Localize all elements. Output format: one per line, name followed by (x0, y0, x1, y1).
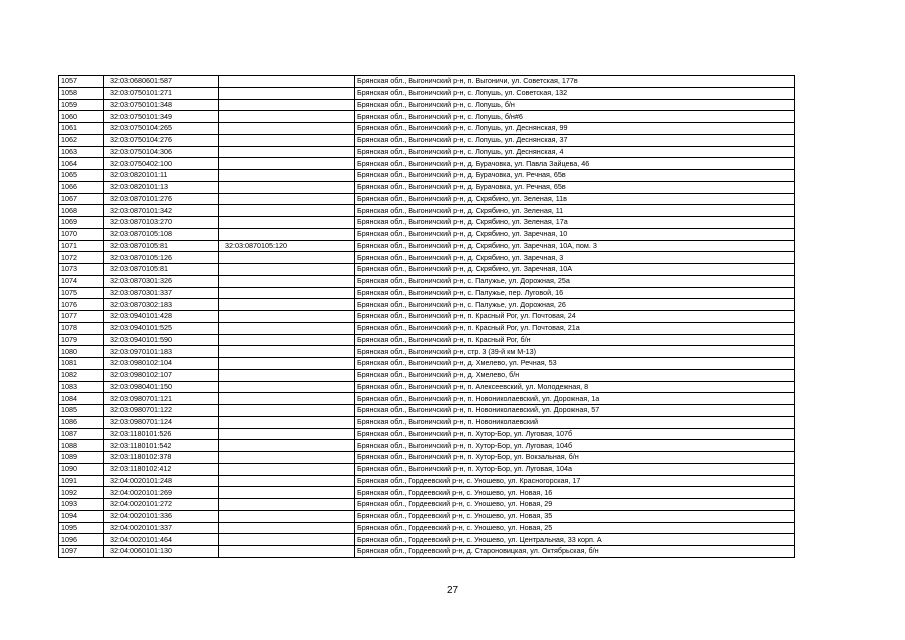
previous-number-cell (219, 346, 355, 358)
previous-number-cell (219, 381, 355, 393)
row-number-cell: 1066 (59, 181, 104, 193)
row-number-cell: 1067 (59, 193, 104, 205)
address-cell: Брянская обл., Гордеевский р-н, с. Уношево, ул. Новая, 25 (355, 522, 795, 534)
address-cell: Брянская обл., Гордеевский р-н, с. Уношево, ул. Центральная, 33 корп. А (355, 534, 795, 546)
address-cell: Брянская обл., Выгоничский р-н, п. Алексеевский, ул. Молодежная, 8 (355, 381, 795, 393)
previous-number-cell (219, 158, 355, 170)
address-cell: Брянская обл., Гордеевский р-н, д. Староновицкая, ул. Октябрьская, б/н (355, 546, 795, 558)
previous-number-cell (219, 499, 355, 511)
row-number-cell: 1073 (59, 264, 104, 276)
row-number-cell: 1095 (59, 522, 104, 534)
previous-number-cell (219, 193, 355, 205)
row-number-cell: 1088 (59, 440, 104, 452)
previous-number-cell (219, 228, 355, 240)
table-row (59, 440, 795, 452)
cadastral-number-cell: 32:03:0870302:183 (104, 299, 219, 311)
address-cell: Брянская обл., Выгоничский р-н, д. Скрябино, ул. Зеленая, 11в (355, 193, 795, 205)
address-cell: Брянская обл., Гордеевский р-н, с. Уношево, ул. Новая, 29 (355, 499, 795, 511)
row-number-cell: 1078 (59, 322, 104, 334)
previous-number-cell (219, 440, 355, 452)
cadastral-number-cell: 32:04:0060101:130 (104, 546, 219, 558)
row-number-cell: 1057 (59, 76, 104, 88)
cadastral-number-cell: 32:03:0870105:81 (104, 240, 219, 252)
cadastral-number-cell: 32:03:0980701:124 (104, 416, 219, 428)
address-cell: Брянская обл., Выгоничский р-н, д. Скрябино, ул. Заречная, 10 (355, 228, 795, 240)
cadastral-number-cell: 32:03:1180101:526 (104, 428, 219, 440)
address-cell: Брянская обл., Гордеевский р-н, с. Уношево, ул. Красногорская, 17 (355, 475, 795, 487)
address-cell: Брянская обл., Выгоничский р-н, д. Бурачовка, ул. Павла Зайцева, 46 (355, 158, 795, 170)
cadastral-number-cell: 32:03:0870101:342 (104, 205, 219, 217)
table-row (59, 534, 795, 546)
address-cell: Брянская обл., Выгоничский р-н, с. Палужье, ул. Дорожная, 26 (355, 299, 795, 311)
address-cell: Брянская обл., Выгоничский р-н, п. Новониколаевский, ул. Дорожная, 1а (355, 393, 795, 405)
cadastral-number-cell: 32:03:0870105:81 (104, 264, 219, 276)
address-cell: Брянская обл., Выгоничский р-н, с. Палужье, пер. Луговой, 16 (355, 287, 795, 299)
table-row (59, 381, 795, 393)
previous-number-cell (219, 275, 355, 287)
table-row (59, 487, 795, 499)
table-row (59, 369, 795, 381)
table-row (59, 193, 795, 205)
previous-number-cell (219, 475, 355, 487)
address-cell: Брянская обл., Выгоничский р-н, д. Скрябино, ул. Заречная, 3 (355, 252, 795, 264)
previous-number-cell (219, 405, 355, 417)
table-row (59, 264, 795, 276)
table-row (59, 240, 795, 252)
previous-number-cell (219, 76, 355, 88)
table-row (59, 205, 795, 217)
row-number-cell: 1093 (59, 499, 104, 511)
address-cell: Брянская обл., Выгоничский р-н, п. Хутор-Бор, ул. Луговая, 107б (355, 428, 795, 440)
row-number-cell: 1068 (59, 205, 104, 217)
table-row (59, 111, 795, 123)
cadastral-number-cell: 32:03:1180102:412 (104, 463, 219, 475)
table-row (59, 217, 795, 229)
address-cell: Брянская обл., Выгоничский р-н, п. Красный Рог, ул. Почтовая, 21а (355, 322, 795, 334)
cadastral-number-cell: 32:03:0940101:590 (104, 334, 219, 346)
row-number-cell: 1090 (59, 463, 104, 475)
previous-number-cell (219, 358, 355, 370)
address-cell: Брянская обл., Выгоничский р-н, п. Хутор-Бор, ул. Вокзальная, б/н (355, 452, 795, 464)
cadastral-number-cell: 32:03:0970101:183 (104, 346, 219, 358)
row-number-cell: 1063 (59, 146, 104, 158)
table-row (59, 522, 795, 534)
table-row (59, 158, 795, 170)
row-number-cell: 1087 (59, 428, 104, 440)
row-number-cell: 1072 (59, 252, 104, 264)
cadastral-number-cell: 32:03:0870301:326 (104, 275, 219, 287)
cadastral-number-cell: 32:03:0980701:121 (104, 393, 219, 405)
table-row (59, 346, 795, 358)
table-row (59, 393, 795, 405)
row-number-cell: 1059 (59, 99, 104, 111)
table-row (59, 416, 795, 428)
previous-number-cell (219, 205, 355, 217)
previous-number-cell (219, 334, 355, 346)
cadastral-number-cell: 32:03:0750101:348 (104, 99, 219, 111)
table-row (59, 252, 795, 264)
address-cell: Брянская обл., Выгоничский р-н, п. Хутор-Бор, ул. Луговая, 104б (355, 440, 795, 452)
row-number-cell: 1079 (59, 334, 104, 346)
table-row (59, 499, 795, 511)
table-row (59, 299, 795, 311)
table-row (59, 428, 795, 440)
previous-number-cell (219, 546, 355, 558)
row-number-cell: 1097 (59, 546, 104, 558)
cadastral-number-cell: 32:03:0870105:126 (104, 252, 219, 264)
previous-number-cell (219, 217, 355, 229)
cadastral-number-cell: 32:03:0980102:104 (104, 358, 219, 370)
address-cell: Брянская обл., Выгоничский р-н, д. Бурачовка, ул. Речная, 65в (355, 170, 795, 182)
previous-number-cell (219, 299, 355, 311)
address-cell: Брянская обл., Выгоничский р-н, п. Выгоничи, ул. Советская, 177в (355, 76, 795, 88)
cadastral-number-cell: 32:03:1180101:542 (104, 440, 219, 452)
previous-number-cell (219, 463, 355, 475)
cadastral-number-cell: 32:03:0750101:349 (104, 111, 219, 123)
cadastral-number-cell: 32:03:0980401:150 (104, 381, 219, 393)
address-cell: Брянская обл., Выгоничский р-н, с. Лопушь, ул. Деснянская, 37 (355, 134, 795, 146)
address-cell: Брянская обл., Гордеевский р-н, с. Уношево, ул. Новая, 35 (355, 510, 795, 522)
cadastral-number-cell: 32:04:0020101:272 (104, 499, 219, 511)
table-row (59, 287, 795, 299)
table-row (59, 510, 795, 522)
previous-number-cell (219, 393, 355, 405)
address-cell: Брянская обл., Выгоничский р-н, с. Лопушь, ул. Деснянская, 4 (355, 146, 795, 158)
table-row (59, 134, 795, 146)
table-row (59, 463, 795, 475)
row-number-cell: 1094 (59, 510, 104, 522)
previous-number-cell (219, 252, 355, 264)
row-number-cell: 1065 (59, 170, 104, 182)
table-row (59, 334, 795, 346)
address-cell: Брянская обл., Выгоничский р-н, п. Красный Рог, б/н (355, 334, 795, 346)
table-row (59, 181, 795, 193)
previous-number-cell (219, 87, 355, 99)
address-cell: Брянская обл., Выгоничский р-н, с. Лопушь, б/н#6 (355, 111, 795, 123)
row-number-cell: 1096 (59, 534, 104, 546)
address-cell: Брянская обл., Выгоничский р-н, п. Новониколаевский, ул. Дорожная, 57 (355, 405, 795, 417)
row-number-cell: 1076 (59, 299, 104, 311)
previous-number-cell (219, 170, 355, 182)
cadastral-number-cell: 32:03:0680601:587 (104, 76, 219, 88)
row-number-cell: 1074 (59, 275, 104, 287)
table-row (59, 452, 795, 464)
cadastral-number-cell: 32:03:0980701:122 (104, 405, 219, 417)
row-number-cell: 1077 (59, 311, 104, 323)
row-number-cell: 1075 (59, 287, 104, 299)
address-cell: Брянская обл., Выгоничский р-н, п. Новониколаевский (355, 416, 795, 428)
address-cell: Брянская обл., Выгоничский р-н, п. Красный Рог, ул. Почтовая, 24 (355, 311, 795, 323)
row-number-cell: 1083 (59, 381, 104, 393)
cadastral-number-cell: 32:03:0870105:108 (104, 228, 219, 240)
cadastral-number-cell: 32:04:0020101:337 (104, 522, 219, 534)
cadastral-number-cell: 32:03:0750104:276 (104, 134, 219, 146)
cadastral-number-cell: 32:03:0750402:100 (104, 158, 219, 170)
row-number-cell: 1069 (59, 217, 104, 229)
address-cell: Брянская обл., Выгоничский р-н, д. Скрябино, ул. Зеленая, 11 (355, 205, 795, 217)
previous-number-cell: 32:03:0870105:120 (219, 240, 355, 252)
table-body (59, 76, 795, 558)
address-cell: Брянская обл., Выгоничский р-н, д. Скрябино, ул. Заречная, 10А, пом. 3 (355, 240, 795, 252)
cadastral-number-cell: 32:04:0020101:336 (104, 510, 219, 522)
previous-number-cell (219, 123, 355, 135)
previous-number-cell (219, 510, 355, 522)
table-row (59, 228, 795, 240)
row-number-cell: 1060 (59, 111, 104, 123)
cadastral-number-cell: 32:04:0020101:269 (104, 487, 219, 499)
row-number-cell: 1064 (59, 158, 104, 170)
cadastral-number-cell: 32:03:0940101:428 (104, 311, 219, 323)
cadastral-number-cell: 32:03:0870103:270 (104, 217, 219, 229)
previous-number-cell (219, 134, 355, 146)
previous-number-cell (219, 99, 355, 111)
cadastral-number-cell: 32:03:0870101:276 (104, 193, 219, 205)
previous-number-cell (219, 534, 355, 546)
row-number-cell: 1092 (59, 487, 104, 499)
address-cell: Брянская обл., Выгоничский р-н, д. Хмелево, ул. Речная, 53 (355, 358, 795, 370)
cadastral-number-cell: 32:03:0820101:13 (104, 181, 219, 193)
table-row (59, 358, 795, 370)
cadastral-number-cell: 32:03:0870301:337 (104, 287, 219, 299)
row-number-cell: 1080 (59, 346, 104, 358)
table-row (59, 99, 795, 111)
cadastral-number-cell: 32:03:1180102:378 (104, 452, 219, 464)
table-row (59, 311, 795, 323)
previous-number-cell (219, 311, 355, 323)
row-number-cell: 1089 (59, 452, 104, 464)
previous-number-cell (219, 322, 355, 334)
page-number: 27 (446, 585, 459, 596)
cadastral-number-cell: 32:03:0750104:306 (104, 146, 219, 158)
previous-number-cell (219, 522, 355, 534)
row-number-cell: 1061 (59, 123, 104, 135)
table-row (59, 170, 795, 182)
table-row (59, 322, 795, 334)
previous-number-cell (219, 181, 355, 193)
table-row (59, 123, 795, 135)
table-row (59, 405, 795, 417)
cadastral-number-cell: 32:03:0750104:265 (104, 123, 219, 135)
row-number-cell: 1091 (59, 475, 104, 487)
address-cell: Брянская обл., Выгоничский р-н, стр. 3 (39-й км М-13) (355, 346, 795, 358)
row-number-cell: 1058 (59, 87, 104, 99)
row-number-cell: 1086 (59, 416, 104, 428)
address-cell: Брянская обл., Выгоничский р-н, с. Палужье, ул. Дорожная, 25а (355, 275, 795, 287)
row-number-cell: 1062 (59, 134, 104, 146)
address-cell: Брянская обл., Выгоничский р-н, с. Лопушь, ул. Деснянская, 99 (355, 123, 795, 135)
row-number-cell: 1070 (59, 228, 104, 240)
previous-number-cell (219, 428, 355, 440)
cadastral-number-cell: 32:03:0750101:271 (104, 87, 219, 99)
cadastral-table (58, 75, 795, 558)
cadastral-number-cell: 32:03:0820101:11 (104, 170, 219, 182)
address-cell: Брянская обл., Выгоничский р-н, д. Скрябино, ул. Заречная, 10А (355, 264, 795, 276)
row-number-cell: 1085 (59, 405, 104, 417)
cadastral-number-cell: 32:04:0020101:248 (104, 475, 219, 487)
previous-number-cell (219, 416, 355, 428)
previous-number-cell (219, 369, 355, 381)
address-cell: Брянская обл., Выгоничский р-н, д. Скрябино, ул. Зеленая, 17а (355, 217, 795, 229)
address-cell: Брянская обл., Выгоничский р-н, с. Лопушь, б/н (355, 99, 795, 111)
cadastral-number-cell: 32:04:0020101:464 (104, 534, 219, 546)
cadastral-number-cell: 32:03:0980102:107 (104, 369, 219, 381)
previous-number-cell (219, 146, 355, 158)
row-number-cell: 1082 (59, 369, 104, 381)
previous-number-cell (219, 264, 355, 276)
row-number-cell: 1071 (59, 240, 104, 252)
previous-number-cell (219, 111, 355, 123)
previous-number-cell (219, 287, 355, 299)
previous-number-cell (219, 487, 355, 499)
address-cell: Брянская обл., Выгоничский р-н, д. Хмелево, б/н (355, 369, 795, 381)
row-number-cell: 1084 (59, 393, 104, 405)
address-cell: Брянская обл., Выгоничский р-н, с. Лопушь, ул. Советская, 132 (355, 87, 795, 99)
table-row (59, 546, 795, 558)
address-cell: Брянская обл., Гордеевский р-н, с. Уношево, ул. Новая, 16 (355, 487, 795, 499)
row-number-cell: 1081 (59, 358, 104, 370)
previous-number-cell (219, 452, 355, 464)
table-row (59, 146, 795, 158)
table-row (59, 475, 795, 487)
table-row (59, 87, 795, 99)
address-cell: Брянская обл., Выгоничский р-н, д. Бурачовка, ул. Речная, 65в (355, 181, 795, 193)
address-cell: Брянская обл., Выгоничский р-н, п. Хутор-Бор, ул. Луговая, 104а (355, 463, 795, 475)
cadastral-number-cell: 32:03:0940101:525 (104, 322, 219, 334)
table-row (59, 76, 795, 88)
table-row (59, 275, 795, 287)
